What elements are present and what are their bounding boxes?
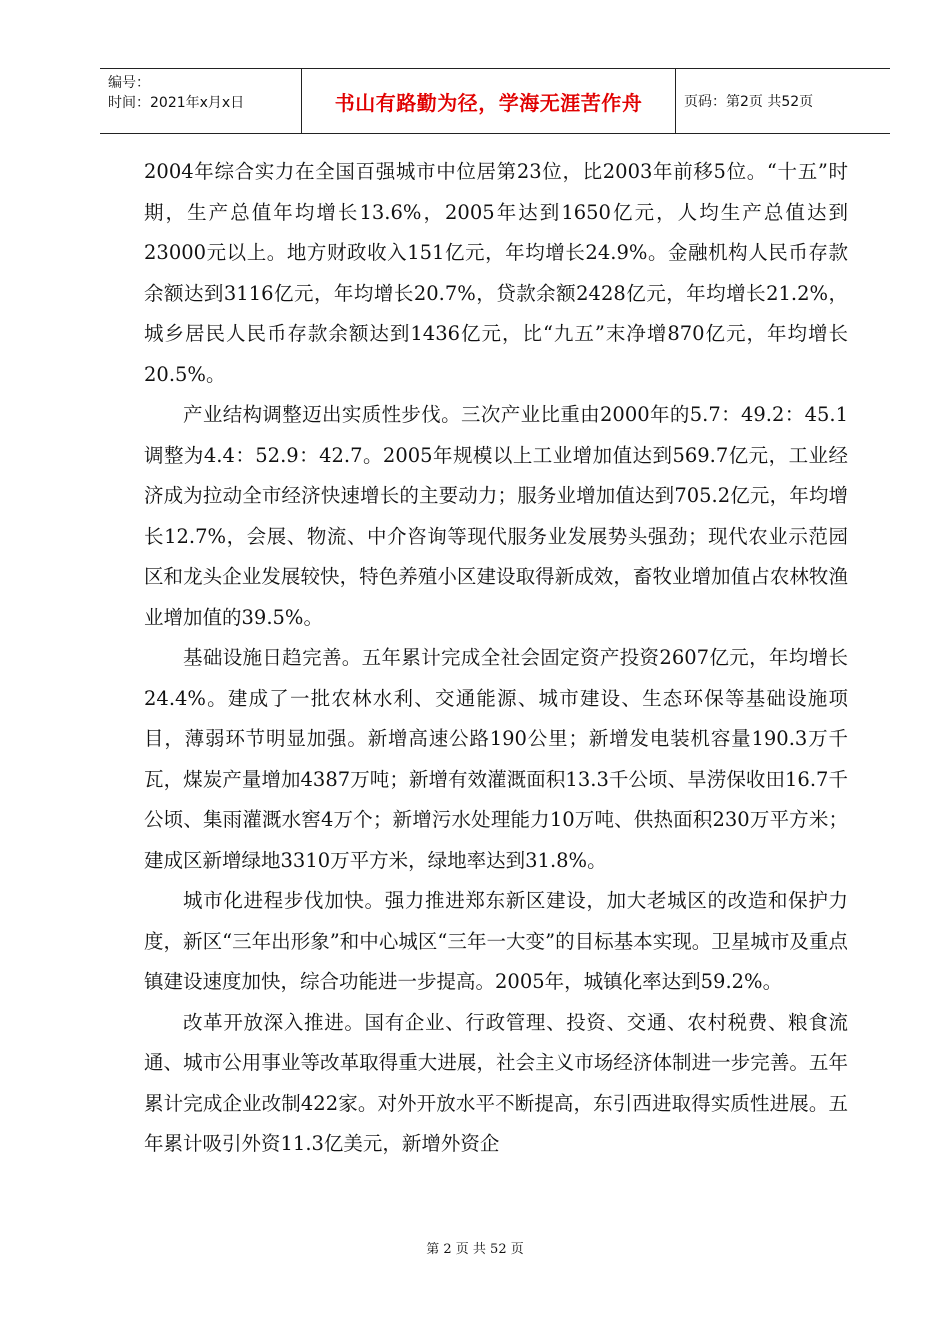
document-number-label: 编号：: [108, 75, 150, 91]
page-header: [100, 68, 890, 134]
header-meta: [100, 69, 302, 133]
paragraph-urbanization: 城市化进程步伐加快。强力推进郑东新区建设，加大老城区的改造和保护力度，新区“三年出形象”和中心城区“三年一大变”的目标基本实现。卫星城市及重点镇建设速度加快，综合功能进一步提高。2005年，城镇化率达到59.2%。: [144, 889, 848, 993]
header-motto: 书山有路勤为径，学海无涯苦作舟: [302, 69, 676, 133]
header-page-info: 页码：第2页 共52页: [684, 94, 814, 110]
paragraph-industry-structure: 产业结构调整迈出实质性步伐。三次产业比重由2000年的5.7：49.2：45.1调整为4.4：52.9：42.7。2005年规模以上工业增加值达到569.7亿元，工业经济成为拉动全市经济快速增长的主要动力；服务业增加值达到705.2亿元，年均增长12.7%，会展、物流、中介咨询等现代服务业发展势头强劲；现代农业示范园区和龙头企业发展较快，特色养殖小区建设取得新成效，畜牧业增加值占农林牧渔业增加值的39.5%。: [144, 403, 848, 629]
paragraph-continuation: 2004年综合实力在全国百强城市中位居第23位，比2003年前移5位。“十五”时期，生产总值年均增长13.6%，2005年达到1650亿元，人均生产总值达到23000元以上。地方财政收入151亿元，年均增长24.9%。金融机构人民币存款余额达到3116亿元，年均增长20.7%，贷款余额2428亿元，年均增长21.2%，城乡居民人民币存款余额达到1436亿元，比“九五”末净增870亿元，年均增长20.5%。: [144, 160, 848, 386]
page-footer: 第 2 页 共 52 页: [426, 1242, 524, 1257]
paragraph-reform-opening: 改革开放深入推进。国有企业、行政管理、投资、交通、农村税费、粮食流通、城市公用事业等改革取得重大进展，社会主义市场经济体制进一步完善。五年累计完成企业改制422家。对外开放水平不断提高，东引西进取得实质性进展。五年累计吸引外资11.3亿美元，新增外资企: [144, 1010, 848, 1155]
document-time-label: 时间：2021年x月x日: [108, 95, 245, 111]
document-body: [144, 152, 848, 1165]
paragraph-infrastructure: 基础设施日趋完善。五年累计完成全社会固定资产投资2607亿元，年均增长24.4%。建成了一批农林水利、交通能源、城市建设、生态环保等基础设施项目，薄弱环节明显加强。新增高速公路190公里；新增发电装机容量190.3万千瓦，煤炭产量增加4387万吨；新增有效灌溉面积13.3千公顷、旱涝保收田16.7千公顷、集雨灌溉水窖4万个；新增污水处理能力10万吨、供热面积230万平方米；建成区新增绿地3310万平方米，绿地率达到31.8%。: [144, 646, 848, 872]
